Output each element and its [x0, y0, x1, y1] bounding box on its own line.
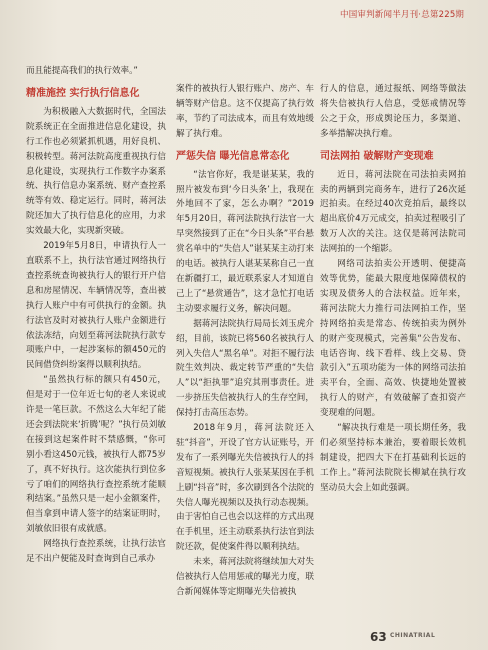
- page-number: 63: [370, 630, 387, 644]
- body-paragraph: “虽然执行标的额只有450元，但是对于一位年近七旬的老人来说或许是一笔巨款。不然这么大年纪了能还会到法院来‘折腾’呢？”执行员刘敏在接到这起案件时不禁感慨，“你可别小看这450元钱，被执行人都75岁了，真不好执行。这次能执行到位多亏了咱们的网络执行查控系统才能顺利结案。”虽然只是一起小金额案件，但当拿到申请人签字的结案证明时，刘敏依旧很有成就感。: [26, 375, 166, 535]
- body-paragraph: 2018年9月，蒋河法院还入驻“抖音”，开设了官方认证账号，开发布了一系列曝光失信被执行人的抖音短视频。被执行人张某某因在手机上刷“抖音”时，多次刷到各个法院的失信人曝光视频以及执行动态视频。由于害怕自己也会以这样的方式出现在手机里，还主动联系执行法官到法院还款，促使案件得以顺利执结。: [176, 423, 314, 553]
- body-paragraph: 案件的被执行人银行账户、房产、车辆等财产信息。这不仅提高了执行效率，节约了司法成本，而且有效地缓解了执行难。: [176, 84, 314, 139]
- body-paragraph: 2019年5月8日，申请执行人一直联系不上，执行法官通过网络执行查控系统查询被执行人的银行开户信息和房屋情况、车辆情况等，查出被执行人账户中有可供执行的金额。执行法官及时对被执行人账户金额进行依法冻结，向划至蒋河法院执行款专项账户中，一起涉案标的额450元的民间借贷纠纷案得以顺利执结。: [26, 241, 166, 371]
- body-paragraph: 而且能提高我们的执行效率。”: [26, 66, 138, 76]
- column-1: [26, 64, 166, 567]
- body-paragraph: 网络执行查控系统，让执行法官足不出户便能及时查询到自己承办: [26, 539, 166, 565]
- body-paragraph: “解决执行难是一项长期任务，我们必须坚持标本兼治，要着眼长效机制建设，把四大下在打基础利长远的工作上。”蒋河法院院长柳斌在执行攻坚动员大会上如此强调。: [320, 423, 466, 493]
- section-heading: 严惩失信 曝光信息常态化: [176, 150, 290, 162]
- section-heading: 司法网拍 破解财产变现难: [320, 150, 434, 162]
- body-paragraph: 行人的信息，通过报纸、网络等做法将失信被执行人信息，受惩戒情况等公之于众，形成舆论压力，多渠道、多举措解决执行难。: [320, 84, 466, 139]
- magazine-logo: CHINATRIAL: [390, 632, 436, 639]
- column-3: [320, 82, 466, 496]
- running-header: 中国审判新闻半月刊·总第225期: [340, 10, 465, 20]
- body-paragraph: 据蒋河法院执行局局长刘玉虎介绍，目前，该院已将560名被执行人列入失信人“黑名单”。对拒不履行法院生效判决、裁定转节严重的“失信人”以“拒执罪”追究其刑事责任。进一步挤压失信被执行人的生存空间，保持打击高压态势。: [176, 318, 314, 419]
- body-paragraph: 未来，蒋河法院将继续加大对失信被执行人信用惩戒的曝光力度，联合新闻媒体等定期曝光失信被执: [176, 557, 314, 597]
- section-heading: 精准施控 实行执行信息化: [26, 87, 140, 99]
- column-2: [176, 82, 314, 600]
- body-paragraph: 网络司法拍卖公开透明、便捷高效等优势，能最大限度地保障债权的实现及债务人的合法权益。近年来，蒋河法院大力推行司法网拍工作，坚持网络拍卖是常态、传统拍卖为例外的财产变现模式，完善集“公告发布、电话咨询、线下看样、线上交易、贷款引入”五项功能为一体的网络司法拍卖平台，全面、高效、快捷地处置被执行人的财产，有效破解了查扣资产变现难的问题。: [320, 259, 466, 419]
- body-paragraph: 近日，蒋河法院在司法拍卖网拍卖的两辆到完商务车，进行了26次延迟拍卖。在经过40次竞拍后，最终以超出底价4万元成交，拍卖过程吸引了数万人次的关注。这仅是蒋河法院司法网拍的一个缩影。: [320, 169, 466, 255]
- body-paragraph: 为积极融入大数据时代，全国法院系统正在全面推进信息化建设，执行工作也必须紧抓机遇，用好良机、积极转型。蒋河法院高度重视执行信息化建设，实现执行工作数字办案系统、执行信息办案系统、财产查控系统等有效、稳定运行。同时，蒋河法院还加大了执行信息化的应用，力求实效最大化，实现新突破。: [26, 106, 166, 237]
- body-paragraph: “法官你好，我是谌某某，我的照片被发布到‘今日头条’上，我现在外地回不了家，怎么办啊？”2019年5月20日，蒋河法院执行法官一大早突然接到了正在“今日头条”平台悬赏名单中的“失信人”谌某某主动打来的电话。被执行人谌某某称自己一直在新疆打工，最近联系家人才知道自己上了“悬赏通告”，这才急忙打电话主动要求履行义务，解决问题。: [176, 169, 314, 314]
